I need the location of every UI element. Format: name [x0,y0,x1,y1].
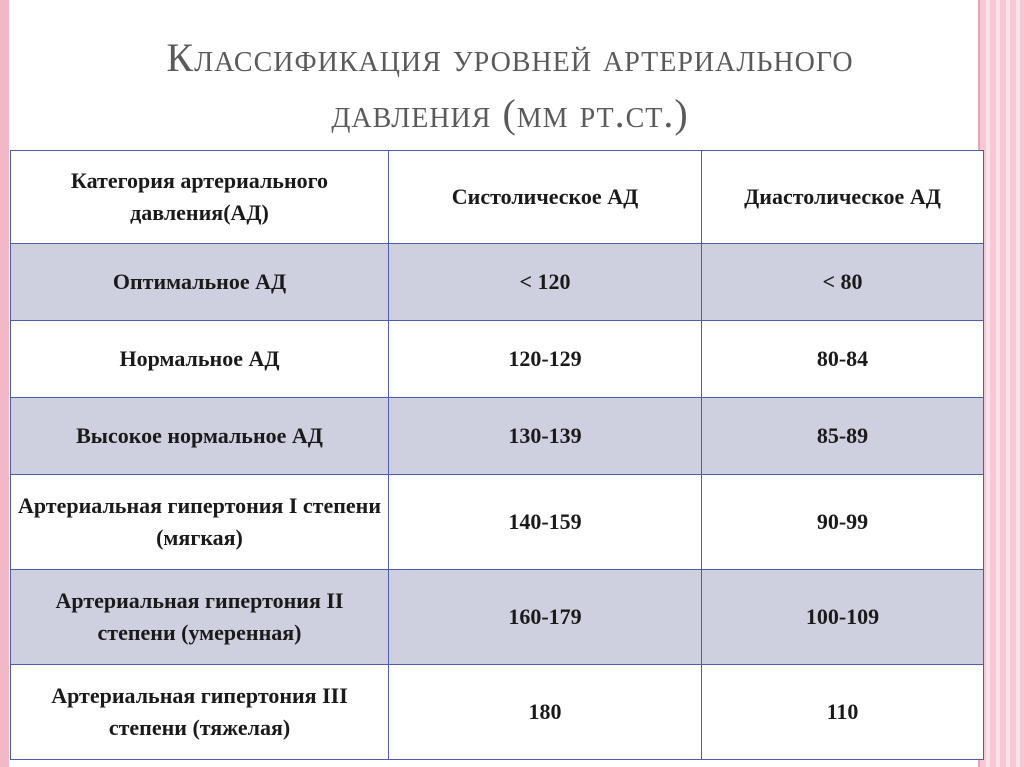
table-row [11,244,984,321]
blood-pressure-table [10,150,984,760]
slide-title [40,30,980,142]
cell-category: Оптимальное АД [11,244,389,321]
cell-category: Артериальная гипертония I степени (мягкая) [11,475,389,570]
cell-diastolic: 110 [702,665,984,760]
cell-category: Артериальная гипертония III степени (тяжелая) [11,665,389,760]
cell-category: Артериальная гипертония II степени (умеренная) [11,570,389,665]
left-decorative-stripe [0,0,9,767]
cell-systolic: 180 [389,665,702,760]
header-systolic: Систолическое АД [389,151,702,244]
title-line-2: давления (мм рт.ст.) [331,91,689,136]
cell-category: Высокое нормальное АД [11,398,389,475]
table-row [11,475,984,570]
cell-systolic: 120-129 [389,321,702,398]
table-header-row [11,151,984,244]
title-line-1: Классификация уровней артериального [166,35,854,80]
cell-systolic: 140-159 [389,475,702,570]
cell-systolic: 160-179 [389,570,702,665]
table-row [11,321,984,398]
table-row [11,398,984,475]
table-row [11,665,984,760]
right-decorative-stripes [980,0,1024,767]
table-row [11,570,984,665]
cell-systolic: 130-139 [389,398,702,475]
cell-diastolic: 90-99 [702,475,984,570]
cell-diastolic: 85-89 [702,398,984,475]
cell-systolic: < 120 [389,244,702,321]
header-category: Категория артериального давления(АД) [11,151,389,244]
cell-diastolic: 100-109 [702,570,984,665]
cell-category: Нормальное АД [11,321,389,398]
cell-diastolic: < 80 [702,244,984,321]
cell-diastolic: 80-84 [702,321,984,398]
header-diastolic: Диастолическое АД [702,151,984,244]
